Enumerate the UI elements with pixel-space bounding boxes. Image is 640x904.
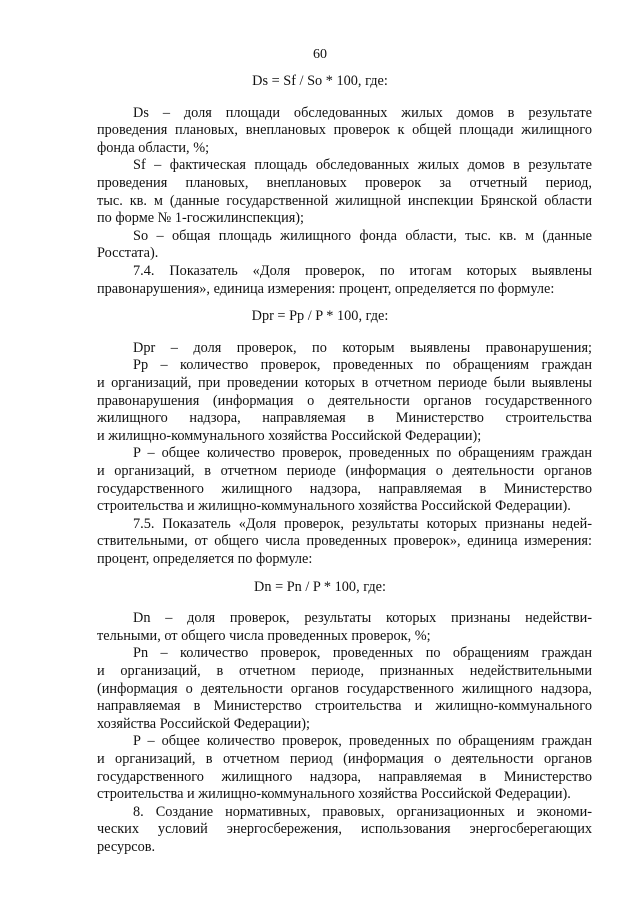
text-line: фонда области, %; — [97, 139, 210, 156]
text-line: 7.4. Показатель «Доля проверок, по итогам которых выявлены — [133, 263, 592, 279]
formula-ds: Ds = Sf / So * 100, где: — [252, 73, 388, 89]
text-line: тыс. кв. м (данные государственной жилищной инспекции Брянской области — [97, 192, 592, 209]
text-line: P – общее количество проверок, проведенных по обращениям граждан — [133, 445, 592, 462]
text-line: ствительными, от общего числа проведенных проверок», единица измерения: — [97, 533, 592, 550]
text-line: правонарушения», единица измерения: процент, определяется по формуле: — [97, 280, 555, 297]
text-line: проведения плановых, внеплановых проверок к общей площади жилищного — [97, 122, 592, 139]
text-line: государственного жилищного надзора, направляемая в Министерство — [97, 768, 592, 785]
formula-dn: Dn = Pn / P * 100, где: — [254, 578, 386, 595]
text-line: Pp – количество проверок, проведенных по обращениям граждан — [133, 357, 592, 374]
text-line: правонарушения (информация о деятельности органов государственного — [97, 392, 592, 409]
text-line: государственного жилищного надзора, направляемая в Министерство — [97, 480, 592, 497]
text-line: P – общее количество проверок, проведенных по обращениям граждан — [133, 733, 592, 750]
text-line: Dn – доля проверок, результаты которых признаны недействи- — [133, 610, 592, 627]
text-line: тельными, от общего числа проведенных проверок, %; — [97, 627, 431, 644]
text-line: ресурсов. — [97, 839, 156, 855]
text-line: и организаций, при проведении которых в отчетном периоде были выявлены — [97, 375, 592, 391]
text-line: Росстата). — [97, 245, 159, 262]
text-line: и жилищно-коммунального хозяйства Российской Федерации); — [97, 427, 482, 444]
text-line: строительства и жилищно-коммунального хозяйства Российской Федерации). — [97, 498, 571, 515]
text-line: Dpr – доля проверок, по которым выявлены правонарушения; — [133, 339, 592, 356]
text-line: строительства и жилищно-коммунального хозяйства Российской Федерации). — [97, 786, 571, 803]
text-line: и организаций, в отчетном период (информация о деятельности органов — [97, 751, 592, 767]
text-line: и организаций, в отчетном периоде, признанных недействительными — [97, 663, 592, 679]
text-line: (информация о деятельности органов государственного жилищного надзора, — [97, 680, 592, 697]
text-line: 7.5. Показатель «Доля проверок, результаты которых признаны недей- — [133, 515, 592, 532]
text-line: So – общая площадь жилищного фонда области, тыс. кв. м (данные — [133, 227, 592, 244]
text-line: 8. Создание нормативных, правовых, организационных и экономи- — [133, 803, 592, 820]
text-line: жилищного надзора, направляемая в Министерство строительства — [97, 410, 592, 427]
text-line: Sf – фактическая площадь обследованных жилых домов в результате — [133, 157, 592, 174]
text-line: по форме № 1-госжилинспекция); — [97, 210, 305, 227]
text-line: процент, определяется по формуле: — [97, 551, 313, 567]
text-line: хозяйства Российской Федерации); — [97, 715, 310, 732]
formula-dpr: Dpr = Pp / P * 100, где: — [251, 308, 389, 325]
text-line: Ds – доля площади обследованных жилых домов в результате — [133, 104, 592, 121]
text-line: и организаций, в отчетном периоде (информация о деятельности органов — [97, 463, 592, 479]
page-number: 60 — [313, 47, 327, 62]
text-line: ческих условий энергосбережения, использования энергосберегающих — [97, 821, 592, 838]
text-line: Pn – количество проверок, проведенных по обращениям граждан — [133, 645, 592, 662]
text-line: проведения плановых, внеплановых проверок за отчетный период, — [97, 175, 592, 191]
text-line: направляемая в Министерство строительства и жилищно-коммунального — [97, 698, 592, 715]
